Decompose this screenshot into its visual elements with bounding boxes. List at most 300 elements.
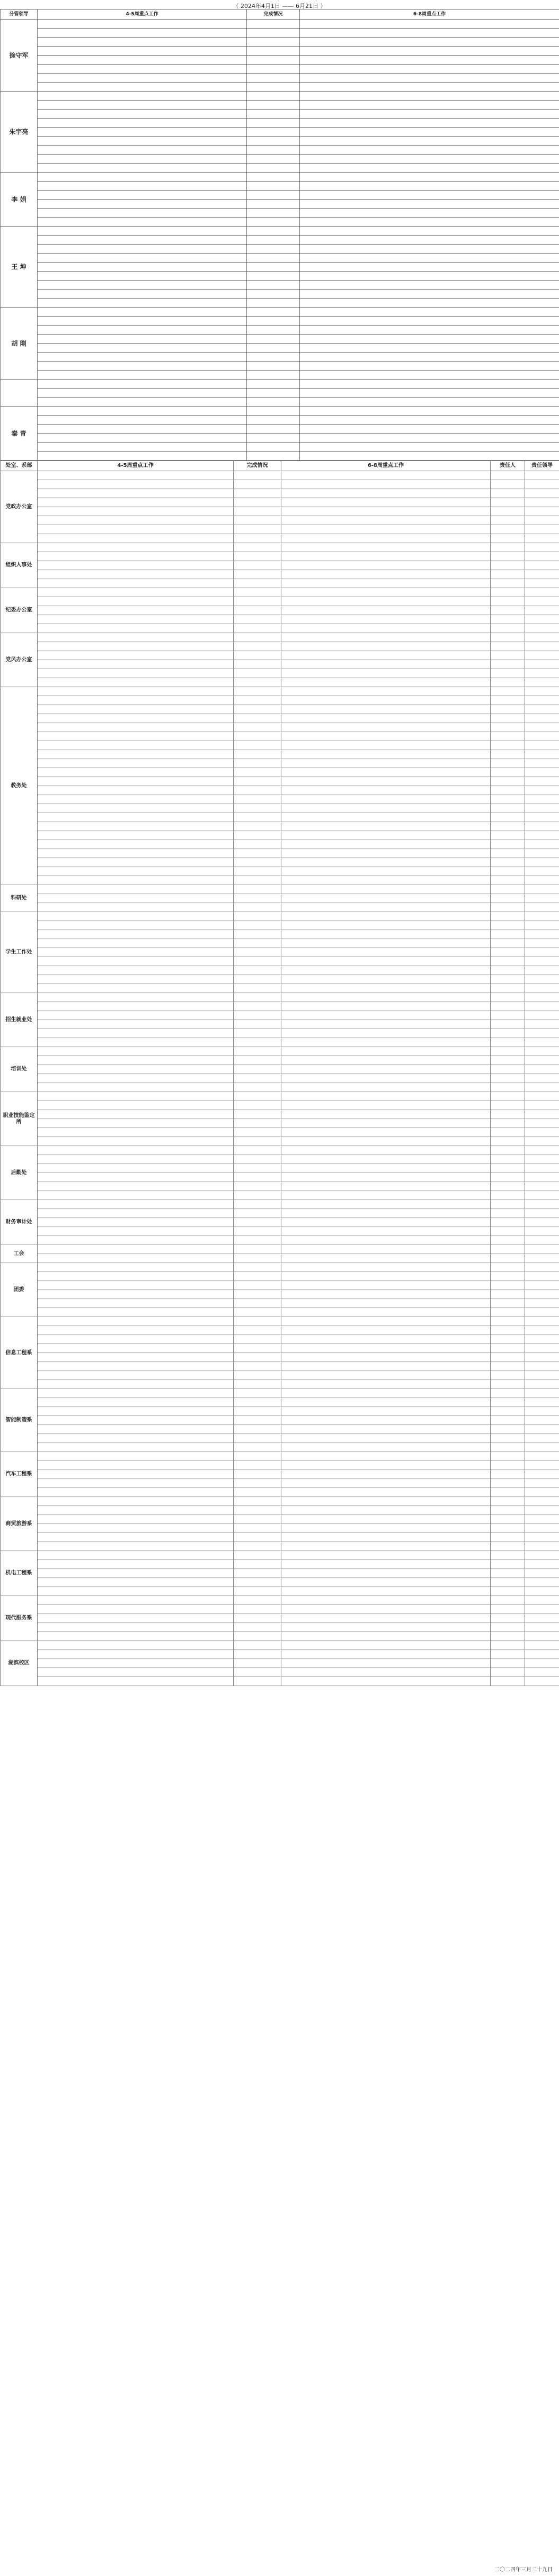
table-row <box>1 975 559 984</box>
status-cell <box>234 1101 281 1110</box>
table-row <box>1 678 559 687</box>
table-row <box>1 723 559 732</box>
status-cell <box>234 795 281 804</box>
work-6-8-cell <box>281 615 491 624</box>
table-row <box>1 948 559 957</box>
owner-cell <box>491 759 525 768</box>
table-row <box>1 1209 559 1218</box>
work-4-5-cell <box>38 1470 234 1479</box>
owner-cell <box>491 786 525 795</box>
work-4-5-cell <box>38 1002 234 1011</box>
work-4-5-cell <box>38 768 234 777</box>
work-4-5-cell <box>38 245 247 254</box>
leader-cell <box>525 876 559 885</box>
status-cell <box>234 480 281 489</box>
leader-cell <box>525 1533 559 1542</box>
work-6-8-cell <box>281 660 491 669</box>
work-6-8-cell <box>281 1092 491 1101</box>
work-6-8-cell <box>281 1029 491 1038</box>
work-4-5-cell <box>38 65 247 74</box>
status-cell <box>234 1461 281 1470</box>
work-4-5-cell <box>38 705 234 714</box>
owner-cell <box>491 633 525 642</box>
status-cell <box>234 957 281 966</box>
leader-cell <box>525 786 559 795</box>
status-cell <box>247 200 300 209</box>
status-cell <box>247 344 300 353</box>
work-4-5-cell <box>38 1614 234 1623</box>
status-cell <box>234 1245 281 1254</box>
status-cell <box>247 92 300 101</box>
table-row <box>1 407 559 416</box>
leader-cell <box>525 1623 559 1632</box>
status-cell <box>247 74 300 83</box>
table-row <box>1 281 559 290</box>
owner-cell <box>491 966 525 975</box>
status-cell <box>247 353 300 362</box>
work-6-8-cell <box>281 876 491 885</box>
status-cell <box>234 1173 281 1182</box>
status-cell <box>234 948 281 957</box>
work-4-5-cell <box>38 137 247 146</box>
leader-cell <box>525 525 559 534</box>
status-cell <box>234 1335 281 1344</box>
work-4-5-cell <box>38 561 234 570</box>
leader-name: 胡 刚 <box>1 308 38 380</box>
leader-cell <box>525 1506 559 1515</box>
work-6-8-cell <box>281 606 491 615</box>
owner-cell <box>491 1596 525 1605</box>
header-department: 处室、系部 <box>1 461 38 471</box>
owner-cell <box>491 660 525 669</box>
work-6-8-cell <box>300 38 559 47</box>
table-row <box>1 209 559 218</box>
leader-work-table <box>0 9 559 461</box>
status-cell <box>234 1326 281 1335</box>
work-6-8-cell <box>300 20 559 29</box>
work-4-5-cell <box>38 714 234 723</box>
owner-cell <box>491 1182 525 1191</box>
work-4-5-cell <box>38 552 234 561</box>
status-cell <box>234 1272 281 1281</box>
work-4-5-cell <box>38 696 234 705</box>
work-6-8-cell <box>300 65 559 74</box>
work-6-8-cell <box>281 1371 491 1380</box>
work-4-5-cell <box>38 1101 234 1110</box>
owner-cell <box>491 615 525 624</box>
leader-cell <box>525 489 559 498</box>
work-4-5-cell <box>38 957 234 966</box>
leader-cell <box>525 1398 559 1407</box>
status-cell <box>234 471 281 480</box>
table-row <box>1 804 559 813</box>
work-4-5-cell <box>38 1452 234 1461</box>
work-6-8-cell <box>281 705 491 714</box>
work-4-5-cell <box>38 525 234 534</box>
table-row <box>1 65 559 74</box>
department-name: 现代服务系 <box>1 1596 38 1641</box>
owner-cell <box>491 813 525 822</box>
status-cell <box>234 588 281 597</box>
work-4-5-cell <box>38 588 234 597</box>
work-6-8-cell <box>281 561 491 570</box>
owner-cell <box>491 1245 525 1254</box>
work-4-5-cell <box>38 1488 234 1497</box>
work-6-8-cell <box>281 741 491 750</box>
work-6-8-cell <box>281 1020 491 1029</box>
status-cell <box>234 993 281 1002</box>
leader-cell <box>525 1452 559 1461</box>
table-row <box>1 516 559 525</box>
work-4-5-cell <box>38 1389 234 1398</box>
leader-cell <box>525 831 559 840</box>
status-cell <box>234 1038 281 1047</box>
leader-cell <box>525 723 559 732</box>
work-6-8-cell <box>281 1668 491 1677</box>
work-4-5-cell <box>38 47 247 56</box>
table-row <box>1 642 559 651</box>
table-row <box>1 1659 559 1668</box>
work-6-8-cell <box>281 966 491 975</box>
table-row <box>1 452 559 461</box>
owner-cell <box>491 1092 525 1101</box>
leader-cell <box>525 1659 559 1668</box>
table-row <box>1 1542 559 1551</box>
work-6-8-cell <box>281 867 491 876</box>
table-row <box>1 1344 559 1353</box>
table-row <box>1 651 559 660</box>
leader-cell <box>525 1083 559 1092</box>
leader-cell <box>525 1047 559 1056</box>
work-4-5-cell <box>38 741 234 750</box>
leader-cell <box>525 687 559 696</box>
work-4-5-cell <box>38 480 234 489</box>
status-cell <box>234 1452 281 1461</box>
leader-cell <box>525 1038 559 1047</box>
work-4-5-cell <box>38 20 247 29</box>
leader-cell <box>525 903 559 912</box>
work-6-8-cell <box>281 1470 491 1479</box>
owner-cell <box>491 471 525 480</box>
work-4-5-cell <box>38 786 234 795</box>
work-4-5-cell <box>38 1272 234 1281</box>
leader-cell <box>525 1335 559 1344</box>
status-cell <box>234 1632 281 1641</box>
work-6-8-cell <box>281 1110 491 1119</box>
work-4-5-cell <box>38 804 234 813</box>
work-4-5-cell <box>38 227 247 236</box>
work-6-8-cell <box>281 993 491 1002</box>
header-work-6-8: 6-8周重点工作 <box>300 10 559 20</box>
status-cell <box>234 651 281 660</box>
work-6-8-cell <box>281 1002 491 1011</box>
work-6-8-cell <box>281 732 491 741</box>
leader-cell <box>525 1119 559 1128</box>
work-6-8-cell <box>281 1083 491 1092</box>
table-row <box>1 489 559 498</box>
work-6-8-cell <box>300 200 559 209</box>
table-row <box>1 984 559 993</box>
table-row <box>1 83 559 92</box>
work-6-8-cell <box>281 1362 491 1371</box>
work-4-5-cell <box>38 173 247 182</box>
table-row <box>1 1317 559 1326</box>
status-cell <box>234 867 281 876</box>
work-6-8-cell <box>300 263 559 272</box>
table-row <box>1 777 559 786</box>
leader-cell <box>525 768 559 777</box>
owner-cell <box>491 507 525 516</box>
leader-cell <box>525 1569 559 1578</box>
work-4-5-cell <box>38 1596 234 1605</box>
leader-cell <box>525 1317 559 1326</box>
department-name: 财务审计处 <box>1 1200 38 1245</box>
work-6-8-cell <box>300 434 559 443</box>
work-4-5-cell <box>38 984 234 993</box>
work-4-5-cell <box>38 1524 234 1533</box>
work-6-8-cell <box>300 137 559 146</box>
status-cell <box>234 1578 281 1587</box>
table-row <box>1 498 559 507</box>
leader-cell <box>525 732 559 741</box>
table-row <box>1 1587 559 1596</box>
owner-cell <box>491 1272 525 1281</box>
department-name: 党风办公室 <box>1 633 38 687</box>
status-cell <box>234 1002 281 1011</box>
work-4-5-cell <box>38 1506 234 1515</box>
table-row <box>1 1236 559 1245</box>
status-cell <box>234 1281 281 1290</box>
work-4-5-cell <box>38 1182 234 1191</box>
leader-cell <box>525 1416 559 1425</box>
owner-cell <box>491 1416 525 1425</box>
status-cell <box>247 290 300 299</box>
leader-cell <box>525 714 559 723</box>
work-6-8-cell <box>281 516 491 525</box>
status-cell <box>234 1425 281 1434</box>
owner-cell <box>491 1650 525 1659</box>
table-row <box>1 930 559 939</box>
table-row <box>1 1533 559 1542</box>
table-row <box>1 939 559 948</box>
status-cell <box>234 858 281 867</box>
leader-cell <box>525 651 559 660</box>
table-row <box>1 182 559 191</box>
status-cell <box>234 930 281 939</box>
work-4-5-cell <box>38 669 234 678</box>
status-cell <box>234 669 281 678</box>
leader-cell <box>525 1443 559 1452</box>
work-6-8-cell <box>281 1038 491 1047</box>
work-4-5-cell <box>38 606 234 615</box>
table-row <box>1 191 559 200</box>
work-4-5-cell <box>38 813 234 822</box>
work-4-5-cell <box>38 597 234 606</box>
leader-cell <box>525 1542 559 1551</box>
leader-cell <box>525 1407 559 1416</box>
status-cell <box>247 65 300 74</box>
table-row <box>1 1299 559 1308</box>
status-cell <box>234 1560 281 1569</box>
table-row <box>1 1362 559 1371</box>
owner-cell <box>491 624 525 633</box>
work-6-8-cell <box>281 651 491 660</box>
status-cell <box>247 56 300 65</box>
work-6-8-cell <box>281 489 491 498</box>
work-4-5-cell <box>38 182 247 191</box>
status-cell <box>234 1533 281 1542</box>
work-4-5-cell <box>38 110 247 119</box>
owner-cell <box>491 543 525 552</box>
leader-cell <box>525 471 559 480</box>
work-6-8-cell <box>300 110 559 119</box>
status-cell <box>234 1065 281 1074</box>
department-name: 科研处 <box>1 885 38 912</box>
department-name: 汽车工程系 <box>1 1452 38 1497</box>
table-row <box>1 957 559 966</box>
table-row <box>1 218 559 227</box>
owner-cell <box>491 732 525 741</box>
owner-cell <box>491 1083 525 1092</box>
work-6-8-cell <box>300 344 559 353</box>
status-cell <box>247 416 300 425</box>
leader-cell <box>525 1182 559 1191</box>
status-cell <box>234 1200 281 1209</box>
leader-cell <box>525 921 559 930</box>
work-4-5-cell <box>38 308 247 317</box>
owner-cell <box>491 1074 525 1083</box>
status-cell <box>247 443 300 452</box>
owner-cell <box>491 561 525 570</box>
table-row <box>1 669 559 678</box>
table-row <box>1 1263 559 1272</box>
work-4-5-cell <box>38 1065 234 1074</box>
owner-cell <box>491 867 525 876</box>
work-6-8-cell <box>281 552 491 561</box>
table-row <box>1 1614 559 1623</box>
status-cell <box>234 678 281 687</box>
table-row <box>1 795 559 804</box>
table-row <box>1 1488 559 1497</box>
status-cell <box>247 299 300 308</box>
leader-cell <box>525 1578 559 1587</box>
table-row <box>1 1101 559 1110</box>
status-cell <box>234 741 281 750</box>
table-row <box>1 1173 559 1182</box>
work-6-8-cell <box>281 1452 491 1461</box>
status-cell <box>234 1218 281 1227</box>
owner-cell <box>491 1614 525 1623</box>
work-4-5-cell <box>38 723 234 732</box>
work-6-8-cell <box>281 1677 491 1686</box>
work-6-8-cell <box>281 696 491 705</box>
work-4-5-cell <box>38 516 234 525</box>
table-row <box>1 750 559 759</box>
work-6-8-cell <box>281 1236 491 1245</box>
table-row <box>1 110 559 119</box>
table-row <box>1 858 559 867</box>
owner-cell <box>491 1173 525 1182</box>
table-row <box>1 543 559 552</box>
table-row <box>1 1596 559 1605</box>
leader-cell <box>525 1101 559 1110</box>
work-6-8-cell <box>281 786 491 795</box>
owner-cell <box>491 1164 525 1173</box>
status-cell <box>247 236 300 245</box>
table-row <box>1 254 559 263</box>
leader-cell <box>525 1362 559 1371</box>
work-6-8-cell <box>281 777 491 786</box>
status-cell <box>247 128 300 137</box>
department-name: 商贸旅游系 <box>1 1497 38 1551</box>
owner-cell <box>491 1038 525 1047</box>
work-6-8-cell <box>281 1245 491 1254</box>
table-row <box>1 1551 559 1560</box>
status-cell <box>247 119 300 128</box>
work-6-8-cell <box>281 714 491 723</box>
work-6-8-cell <box>281 507 491 516</box>
work-6-8-cell <box>281 1515 491 1524</box>
table-row <box>1 1650 559 1659</box>
table-row <box>1 128 559 137</box>
status-cell <box>234 1092 281 1101</box>
table-row <box>1 146 559 155</box>
owner-cell <box>491 1533 525 1542</box>
leader-cell <box>525 642 559 651</box>
leader-cell <box>525 1389 559 1398</box>
status-cell <box>234 984 281 993</box>
status-cell <box>234 705 281 714</box>
work-6-8-cell <box>300 101 559 110</box>
status-cell <box>234 1164 281 1173</box>
work-4-5-cell <box>38 885 234 894</box>
status-cell <box>234 1182 281 1191</box>
work-4-5-cell <box>38 822 234 831</box>
table-row <box>1 164 559 173</box>
work-4-5-cell <box>38 912 234 921</box>
owner-cell <box>491 1497 525 1506</box>
work-4-5-cell <box>38 1263 234 1272</box>
work-6-8-cell <box>300 182 559 191</box>
work-6-8-cell <box>281 1281 491 1290</box>
work-6-8-cell <box>281 723 491 732</box>
table-row <box>1 56 559 65</box>
table-row <box>1 714 559 723</box>
status-cell <box>234 714 281 723</box>
table-row <box>1 1281 559 1290</box>
table-row <box>1 1056 559 1065</box>
work-4-5-cell <box>38 281 247 290</box>
owner-cell <box>491 1146 525 1155</box>
table-row <box>1 1002 559 1011</box>
owner-cell <box>491 840 525 849</box>
table-row <box>1 335 559 344</box>
work-4-5-cell <box>38 335 247 344</box>
owner-cell <box>491 741 525 750</box>
owner-cell <box>491 1344 525 1353</box>
table-row <box>1 1443 559 1452</box>
table-row <box>1 353 559 362</box>
table-row <box>1 1506 559 1515</box>
table-row <box>1 1371 559 1380</box>
table-row <box>1 1641 559 1650</box>
work-4-5-cell <box>38 1560 234 1569</box>
table-row <box>1 867 559 876</box>
leader-cell <box>525 1380 559 1389</box>
table-row <box>1 1353 559 1362</box>
work-6-8-cell <box>300 398 559 407</box>
table-row <box>1 534 559 543</box>
